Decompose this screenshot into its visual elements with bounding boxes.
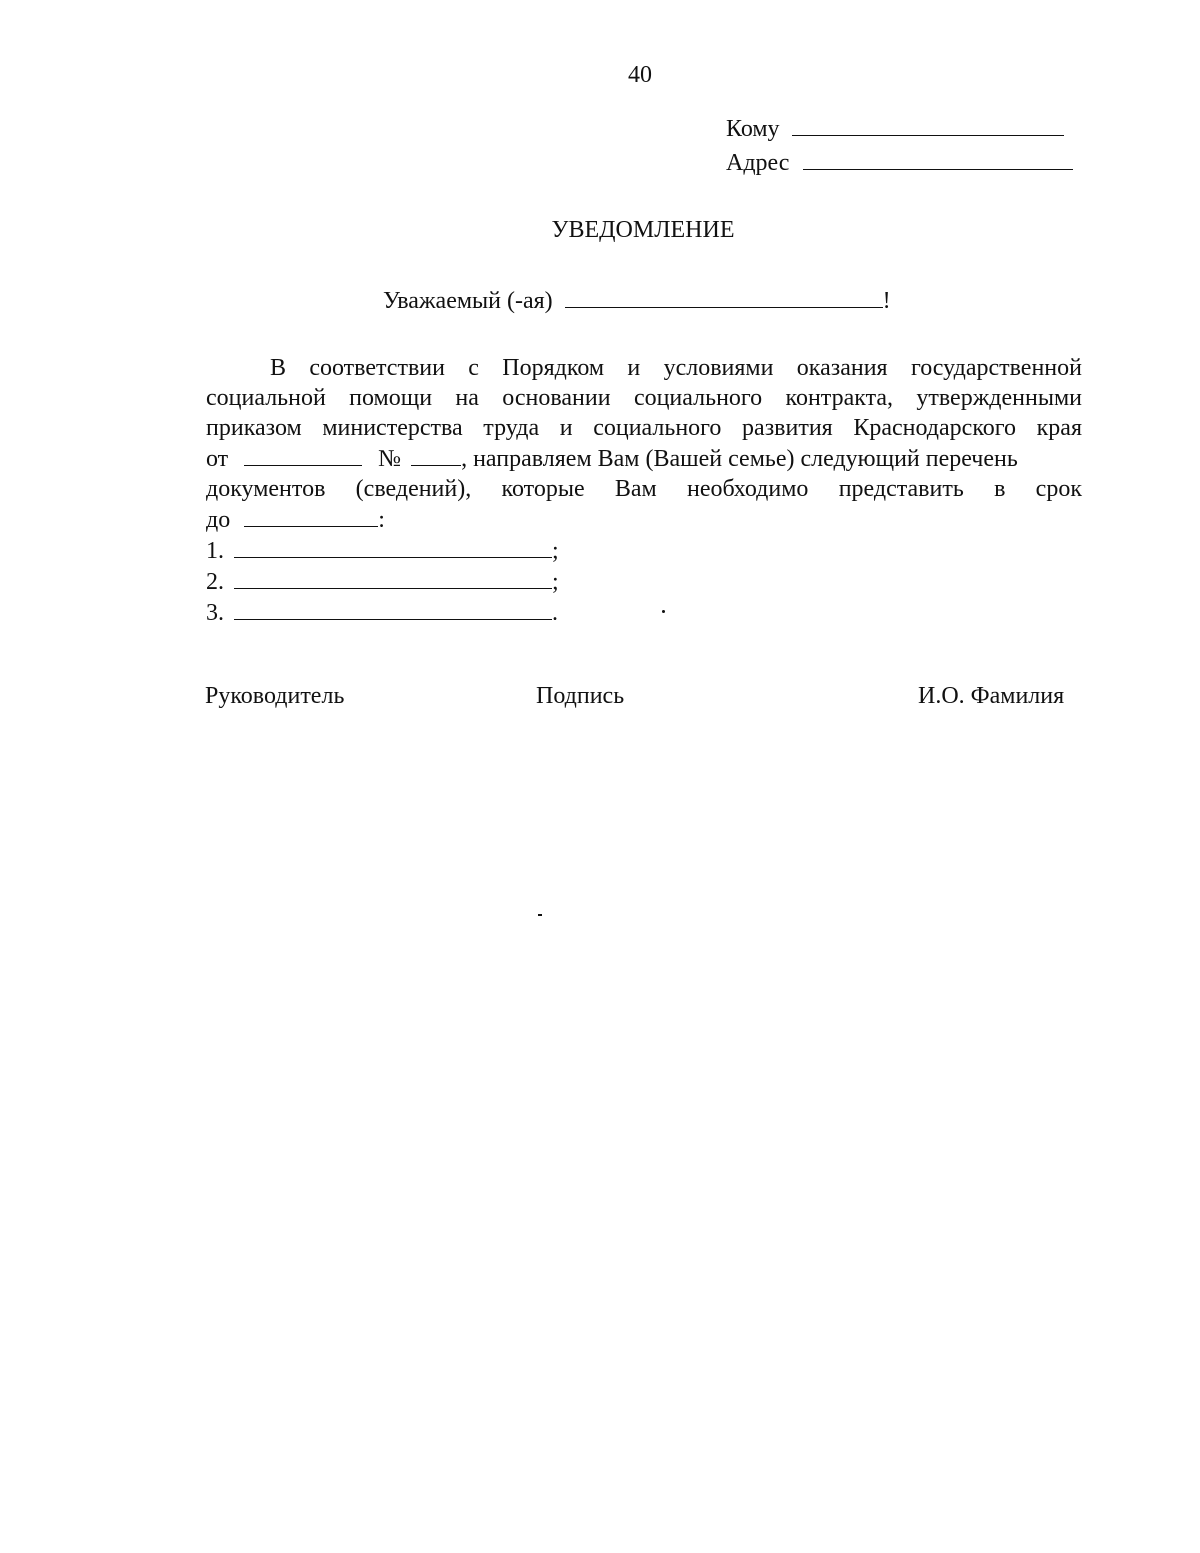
- signature-name: И.О. Фамилия: [918, 683, 1065, 709]
- list-item: [206, 597, 1082, 628]
- deadline-line: [206, 504, 1082, 535]
- list-item-end: .: [552, 600, 558, 626]
- page-number: 40: [628, 62, 652, 88]
- list-item-end: ;: [552, 569, 559, 595]
- order-number-blank: [411, 443, 461, 466]
- body-line: В соответствии с Порядком и условиями оказания государственной: [270, 355, 1082, 381]
- address-row: [726, 147, 1073, 178]
- greeting-suffix: !: [882, 288, 891, 314]
- greeting: [383, 285, 891, 316]
- list-item-blank: [234, 535, 552, 558]
- address-label: Адрес: [726, 150, 790, 176]
- list-item: [206, 535, 1082, 566]
- greeting-prefix: Уважаемый (-ая): [383, 288, 553, 314]
- recipient-row: [726, 113, 1064, 144]
- signature-position: Руководитель: [205, 683, 345, 709]
- stray-dot-mark: [662, 610, 665, 613]
- greeting-name-blank: [565, 285, 883, 308]
- body-line: документов (сведений), которые Вам необходимо представить в срок: [206, 476, 1082, 502]
- list-item-number: 1.: [206, 538, 224, 564]
- stray-dot-mark: [538, 914, 542, 916]
- list-item-end: ;: [552, 538, 559, 564]
- body-line-continuation: , направляем Вам (Вашей семье) следующий перечень: [461, 446, 1018, 472]
- list-item-blank: [234, 566, 552, 589]
- address-blank: [803, 147, 1073, 170]
- list-item-number: 2.: [206, 569, 224, 595]
- notification-body: [206, 353, 1082, 628]
- list-item: [206, 566, 1082, 597]
- body-line: приказом министерства труда и социального развития Краснодарского края: [206, 415, 1082, 441]
- list-item-number: 3.: [206, 600, 224, 626]
- recipient-label: Кому: [726, 116, 780, 142]
- deadline-colon: :: [378, 507, 385, 533]
- list-item-blank: [234, 597, 552, 620]
- deadline-label: до: [206, 507, 231, 533]
- date-from-label: от: [206, 446, 229, 472]
- body-line: социальной помощи на основании социального контракта, утвержденными: [206, 385, 1082, 411]
- signature-sign: Подпись: [536, 683, 625, 709]
- deadline-blank: [244, 504, 378, 527]
- body-line-date: [206, 443, 1082, 474]
- order-date-blank: [244, 443, 362, 466]
- document-title: УВЕДОМЛЕНИЕ: [551, 217, 735, 243]
- recipient-blank: [792, 113, 1064, 136]
- number-sign: №: [378, 446, 402, 472]
